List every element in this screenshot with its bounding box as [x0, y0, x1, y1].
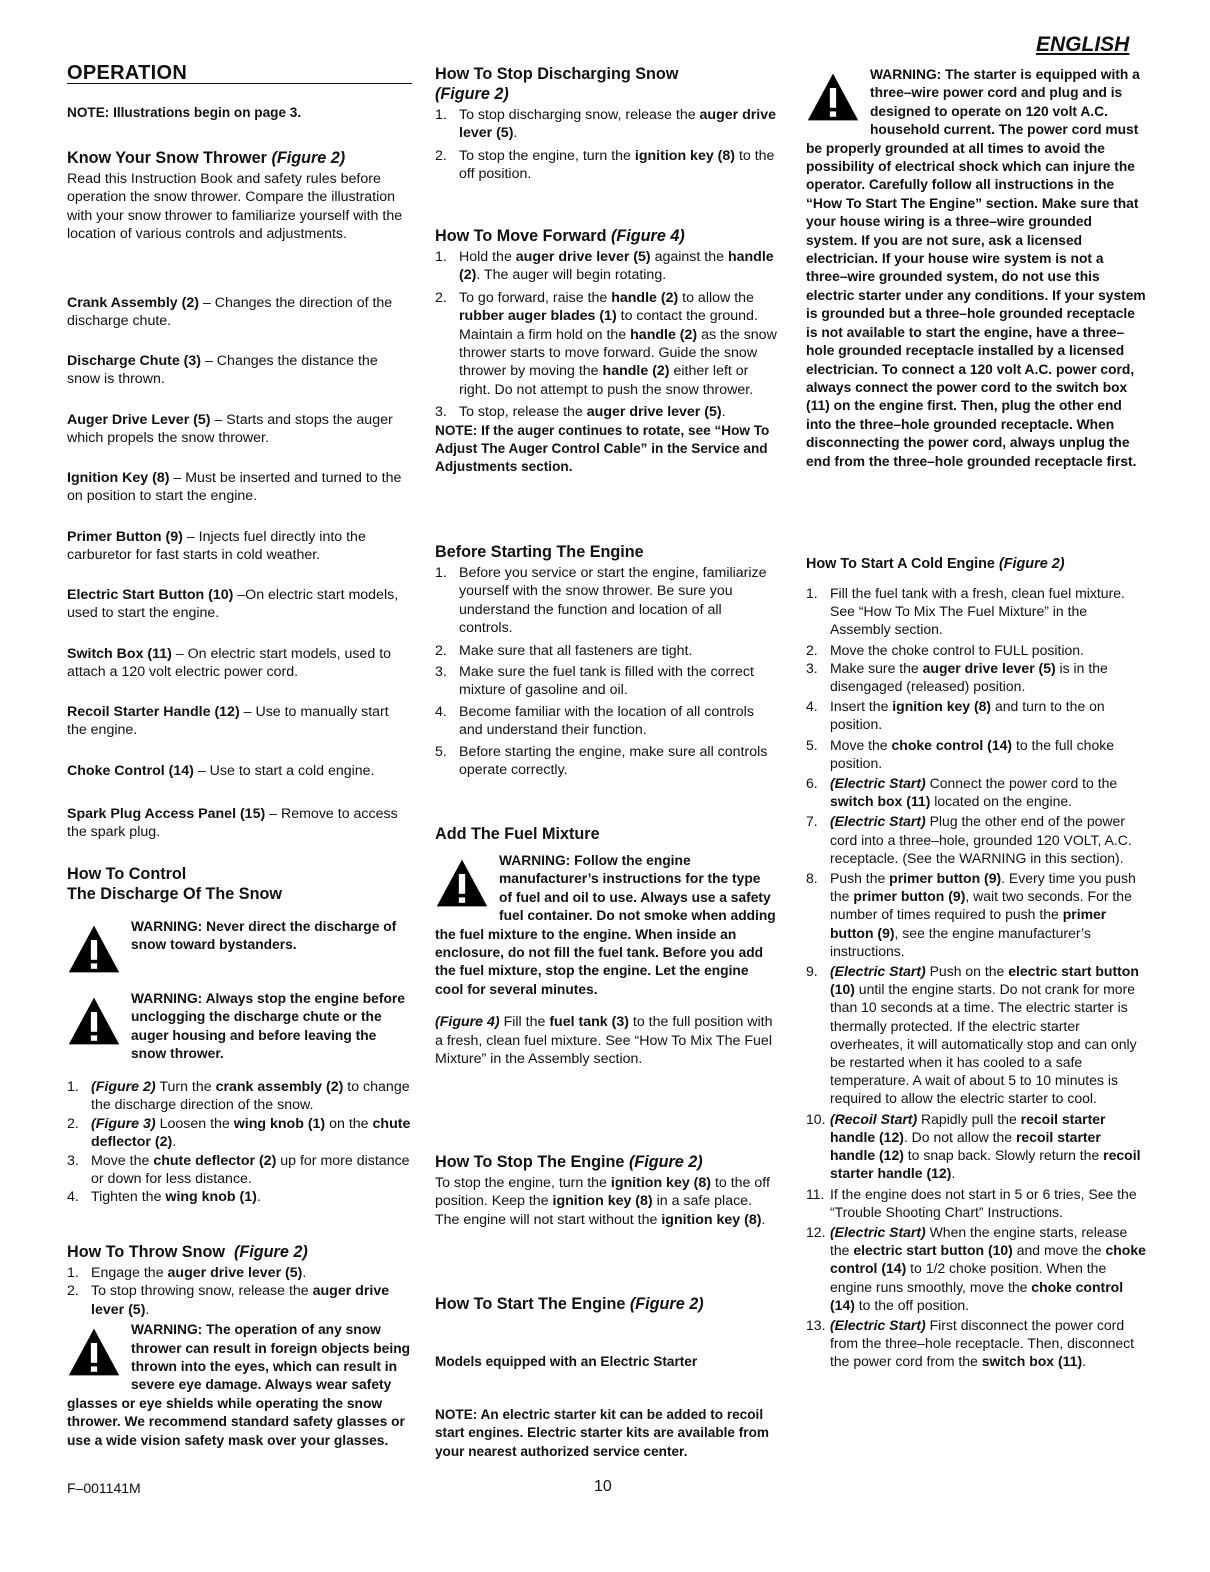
know-section — [67, 148, 412, 244]
forward-heading: How To Move Forward (Figure 4) — [435, 227, 685, 245]
list-item: 1. Before you service or start the engine, familiarize yourself with the snow thrower. Be sure you understand the function and location of all controls. — [435, 565, 767, 637]
control-heading: How To Control The Discharge Of The Snow — [67, 865, 282, 903]
stop-engine-section — [435, 1152, 777, 1229]
list-item: 5. Before starting the engine, make sure all controls operate correctly. — [435, 743, 768, 779]
stop-discharge-steps — [435, 106, 777, 184]
warning-eyes: WARNING: The operation of any snow thrower can result in foreign objects being thrown into the eyes, which can result in severe eye damage. Always wear safety glasses or eye shields while operating the snow thrower. We recommend standard safety glasses or use a wide vision safety mask over your glasses. — [67, 1322, 411, 1448]
before-heading: Before Starting The Engine — [435, 543, 644, 561]
stop-discharge-section — [435, 64, 777, 184]
control-section — [67, 864, 412, 906]
start-engine-section — [435, 1294, 777, 1316]
list-item: 3. To stop, release the auger drive lever (5). — [435, 404, 726, 421]
warning-unclog: WARNING: Always stop the engine before unclogging the discharge chute or the auger housing and before leaving the snow thrower. — [67, 990, 412, 1064]
def-item: Ignition Key (8) – Must be inserted and turned to the on position to start the engine. — [67, 470, 402, 505]
list-item: 7. (Electric Start) Plug the other end of the power cord into a three–hole, grounded 120 VOLT, A.C. receptacle. (See the WARNING in this section). — [806, 813, 1132, 866]
list-item: 3. Make sure the fuel tank is filled with the correct mixture of gasoline and oil. — [435, 664, 754, 699]
list-item: 2. To go forward, raise the handle (2) to allow the rubber auger blades (1) to contact the ground. Maintain a firm hold on the handle (2) as the snow thrower starts to move forward. Guide the snow thrower by moving the handle (2) either left or right. Do not attempt to push the snow thrower. — [435, 289, 777, 398]
throw-heading: How To Throw Snow (Figure 2) — [67, 1243, 308, 1261]
starter-kit-note: NOTE: An electric starter kit can be added to recoil start engines. Electric starter kits are available from your nearest authorized service center. — [435, 1407, 769, 1459]
list-item: 1. Fill the fuel tank with a fresh, clean fuel mixture. See “How To Mix The Fuel Mixture” in the Assembly section. — [806, 585, 1125, 638]
before-steps — [435, 564, 777, 779]
cold-engine-steps — [806, 584, 1146, 1371]
illustrations-note: NOTE: Illustrations begin on page 3. — [67, 105, 302, 120]
list-item: 4. Tighten the wing knob (1). — [67, 1189, 261, 1206]
list-item: 1. To stop discharging snow, release the auger drive lever (5). — [435, 107, 777, 142]
list-item: 4. Become familiar with the location of all controls and understand their function. — [435, 703, 754, 739]
warning-triangle-icon — [67, 922, 121, 976]
warning-electric: WARNING: The starter is equipped with a three–wire power cord and plug and is designed to operate on 120 volt A.C. household current. The power cord must be properly grounded at all times to avoid the possibility of electrical shock which can injure the operator. Carefully follow all instructions in the “How To Start The Engine” section. Make sure that your house wiring is a three–wire grounded system. If you are not sure, ask a licensed electrician. If your house wire system is not a three–wire grounded system, do not use this electric starter under any conditions. If your system is grounded but a three–hole grounded receptacle is not available to start the engine, have a three–hole grounded receptacle installed by a licensed electrician. To connect a 120 volt A.C. power cord, always connect the power cord to the switch box (11) on the engine first. Then, plug the other end into the three–hole grounded receptacle. When disconnecting the power cord, always unplug the end from the three–hole grounded receptacle first. — [806, 67, 1146, 469]
forward-steps — [435, 248, 777, 422]
list-item: 1. Hold the auger drive lever (5) against the handle (2). The auger will begin rotating. — [435, 249, 774, 284]
def-item: Electric Start Button (10) –On electric start models, used to start the engine. — [67, 587, 399, 622]
warning-triangle-icon — [67, 994, 121, 1048]
list-item: 1. Engage the auger drive lever (5). — [67, 1265, 307, 1281]
def-item: Switch Box (11) – On electric start models, used to attach a 120 volt electric power cord. — [67, 646, 392, 681]
start-engine-heading: How To Start The Engine (Figure 2) — [435, 1295, 704, 1313]
list-item: 4. Insert the ignition key (8) and turn to the on position. — [806, 698, 1105, 733]
fuel-section — [435, 824, 777, 1068]
language-label: ENGLISH — [1036, 33, 1130, 56]
list-item: 8. Push the primer button (9). Every time you push the primer button (9), wait two seconds. For the number of times required to push the primer button (9), see the engine manufacturer’s instructions. — [806, 870, 1136, 959]
cold-engine-heading: How To Start A Cold Engine (Figure 2) — [806, 556, 1065, 572]
warning-triangle-icon — [435, 856, 489, 910]
throw-section — [67, 1242, 412, 1450]
stop-engine-text: To stop the engine, turn the ignition key (8) to the off position. Keep the ignition key (8) in a safe place. The engine will not start without the ignition key (8). — [435, 1175, 770, 1228]
def-item: Choke Control (14) – Use to start a cold engine. — [67, 763, 375, 779]
stop-engine-heading: How To Stop The Engine (Figure 2) — [435, 1153, 703, 1171]
fuel-heading: Add The Fuel Mixture — [435, 825, 600, 843]
control-steps — [67, 1078, 412, 1207]
list-item: 6. (Electric Start) Connect the power cord to the switch box (11) located on the engine. — [806, 775, 1118, 810]
know-text: Read this Instruction Book and safety rules before operation the snow thrower. Compare the illustration with your snow thrower to familiarize yourself with the location of various controls and adjustments. — [67, 171, 403, 243]
before-section — [435, 542, 777, 779]
throw-steps — [67, 1264, 412, 1319]
def-item: Crank Assembly (2) – Changes the direction of the discharge chute. — [67, 295, 393, 330]
models-label: Models equipped with an Electric Starter — [435, 1354, 698, 1369]
warning-bystanders: WARNING: Never direct the discharge of snow toward bystanders. — [67, 918, 412, 976]
def-item: Recoil Starter Handle (12) – Use to manually start the engine. — [67, 704, 389, 739]
know-heading: Know Your Snow Thrower (Figure 2) — [67, 149, 346, 167]
cold-engine-section — [806, 554, 1146, 1371]
auger-note: NOTE: If the auger continues to rotate, see “How To Adjust The Auger Control Cable” in the Service and Adjustments section. — [435, 422, 770, 475]
forward-section — [435, 226, 777, 477]
list-item: 3. Make sure the auger drive lever (5) is in the disengaged (released) position. — [806, 659, 1108, 695]
document-code: F–001141M — [67, 1480, 141, 1496]
list-item: 2. To stop the engine, turn the ignition key (8) to the off position. — [435, 147, 775, 183]
def-item: Spark Plug Access Panel (15) – Remove to access the spark plug. — [67, 806, 398, 841]
def-item: Discharge Chute (3) – Changes the distance the snow is thrown. — [67, 353, 378, 388]
stop-discharge-heading: How To Stop Discharging Snow (Figure 2) — [435, 65, 679, 103]
list-item: 2. Move the choke control to FULL position. — [806, 641, 1084, 658]
page-number: 10 — [594, 1478, 612, 1495]
list-item: 13. (Electric Start) First disconnect the power cord from the three–hole receptacle. Then, disconnect the power cord from the switch box (11). — [806, 1316, 1135, 1370]
list-item: 5. Move the choke control (14) to the full choke position. — [806, 736, 1115, 771]
list-item: 1. (Figure 2) Turn the crank assembly (2) to change the discharge direction of the snow. — [67, 1079, 410, 1114]
warning-triangle-icon — [67, 1325, 121, 1379]
warning-fuel: WARNING: Follow the engine manufacturer’s instructions for the type of fuel and oil to use. Always use a safety fuel container. Do not smoke when adding the fuel mixture to the engine. When inside an enclosure, do not fill the fuel tank. Before you add the fuel mixture, stop the engine. Let the engine cool for several minutes. — [435, 853, 776, 997]
list-item: 2. (Figure 3) Loosen the wing knob (1) on the chute deflector (2). — [67, 1115, 411, 1151]
list-item: 3. Move the chute deflector (2) up for more distance or down for less distance. — [67, 1152, 410, 1188]
def-item: Auger Drive Lever (5) – Starts and stops the auger which propels the snow thrower. — [67, 412, 393, 447]
list-item: 11. If the engine does not start in 5 or 6 tries, See the “Trouble Shooting Chart” Instructions. — [806, 1185, 1137, 1220]
list-item: 2. To stop throwing snow, release the auger drive lever (5). — [67, 1283, 390, 1318]
section-title: OPERATION — [67, 64, 412, 84]
def-item: Primer Button (9) – Injects fuel directly into the carburetor for fast starts in cold weather. — [67, 529, 366, 564]
list-item: 9. (Electric Start) Push on the electric start button (10) until the engine starts. Do not crank for more than 10 seconds at a time. The electric starter is thermally protected. If the electric starter overheates, it will automatically stop and can only be restarted when it has cooled to a safe temperature. A wait of about 5 to 10 minutes is required to allow the electric starter to cool. — [806, 963, 1139, 1107]
fuel-text: (Figure 4) Fill the fuel tank (3) to the full position with a fresh, clean fuel mixture. See “How To Mix The Fuel Mixture” in the Assembly section. — [435, 1014, 773, 1068]
list-item: 10. (Recoil Start) Rapidly pull the recoil starter handle (12). Do not allow the recoil starter handle (12) to snap back. Slowly return the recoil starter handle (12). — [806, 1110, 1141, 1182]
list-item: 12. (Electric Start) When the engine starts, release the electric start button (10) and move the choke control (14) to 1/2 choke position. When the engine runs smoothly, move the choke control (14) to the off position. — [806, 1223, 1146, 1313]
warning-triangle-icon — [806, 70, 860, 124]
list-item: 2. Make sure that all fasteners are tight. — [435, 642, 693, 659]
